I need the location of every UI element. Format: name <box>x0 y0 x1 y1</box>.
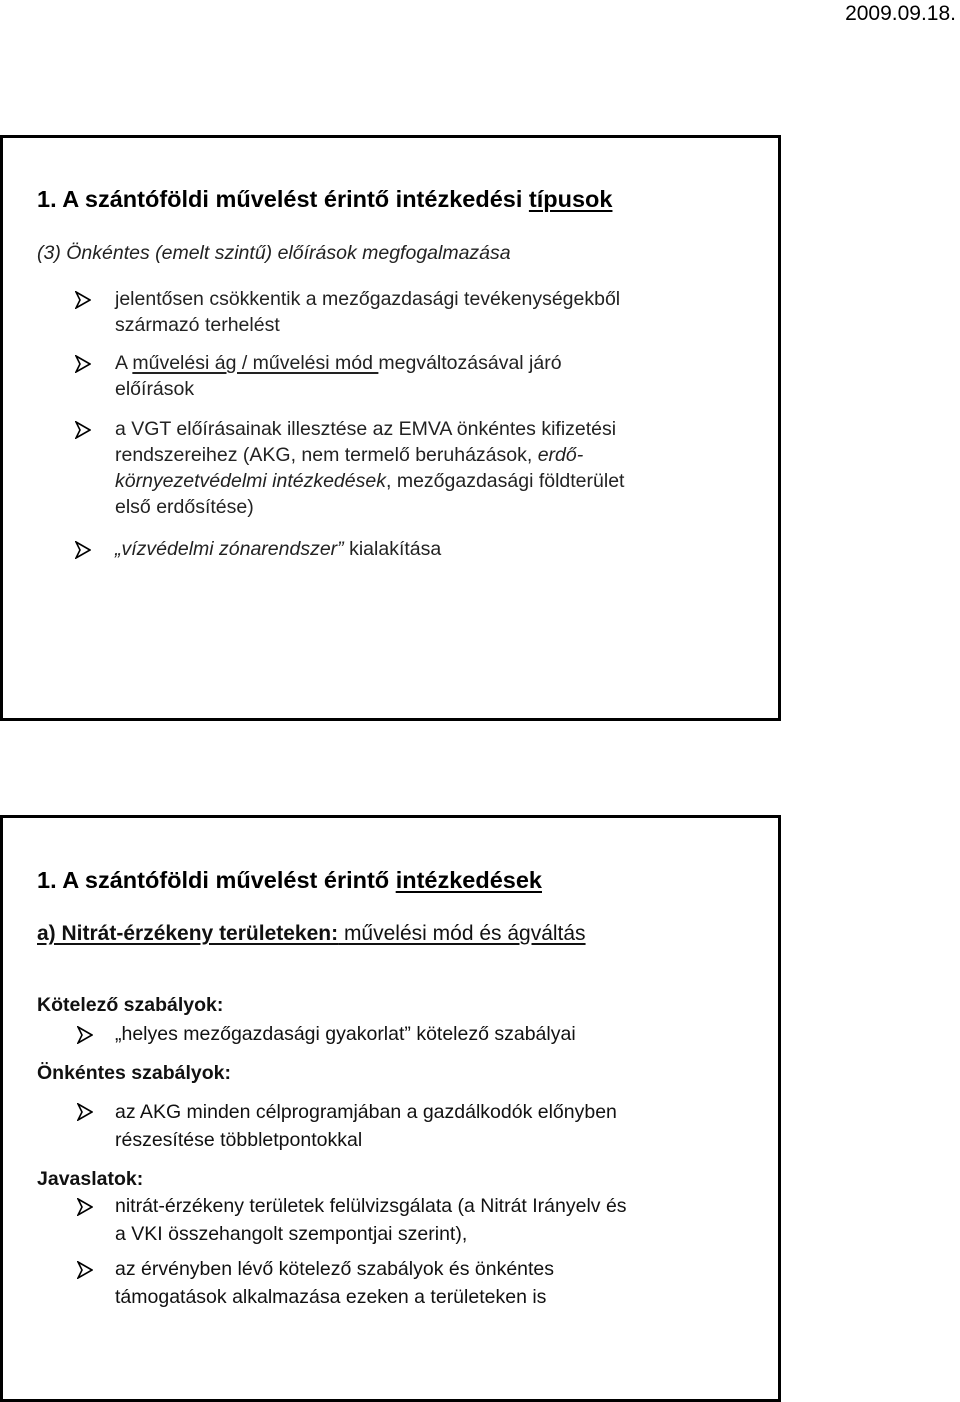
bullet-3-line-3-b: , mezőgazdasági földterület <box>385 470 625 492</box>
bullet-1 <box>115 286 620 338</box>
title-text: A szántóföldi művelést érintő intézkedési <box>62 186 529 212</box>
bullet-2 <box>115 350 562 402</box>
mandatory-label: Kötelező szabályok: <box>37 994 224 1016</box>
mandatory-text: kötelező szabályai <box>410 1023 576 1045</box>
slide-1 <box>0 135 781 721</box>
bullet-arrow-icon <box>77 1198 93 1216</box>
title-underlined: intézkedések <box>395 867 542 893</box>
slide-2-title <box>37 867 542 894</box>
bullet-arrow-icon <box>77 1026 93 1044</box>
bullet-3-line-2-a: rendszereihez (AKG, nem termelő beruházások, <box>115 444 538 466</box>
mandatory-quote: „helyes mezőgazdasági gyakorlat” <box>115 1023 411 1045</box>
voluntary-label: Önkéntes szabályok: <box>37 1062 231 1084</box>
proposal-2 <box>115 1255 554 1311</box>
page-date: 2009.09.18. <box>845 2 956 25</box>
bullet-2-text-a: A <box>115 352 133 374</box>
bullet-1-line-1: jelentősen csökkentik a mezőgazdasági tevékenységekből <box>115 288 621 310</box>
heading-bold: a) Nitrát-érzékeny területeken: <box>37 922 339 945</box>
bullet-3-line-2-italic: erdő- <box>537 444 584 466</box>
slide-2-heading <box>37 922 586 946</box>
bullet-3-line-4: első erdősítése) <box>115 496 254 518</box>
bullet-1-line-2: származó terhelést <box>115 314 280 336</box>
title-underlined: típusok <box>528 186 613 212</box>
proposal-2-line-2: támogatások alkalmazása ezeken a területeken is <box>115 1286 547 1308</box>
bullet-arrow-icon <box>75 355 91 373</box>
slide-2 <box>0 815 781 1402</box>
proposal-1-line-2: a VKI összehangolt szempontjai szerint), <box>115 1223 468 1245</box>
slide-1-subtitle: (3) Önkéntes (emelt szintű) előírások megfogalmazása <box>37 242 511 264</box>
voluntary-line-1: az AKG minden célprogramjában a gazdálkodók előnyben <box>115 1101 617 1123</box>
heading-rest: művelési mód és ágváltás <box>338 922 586 945</box>
bullet-arrow-icon <box>77 1261 93 1279</box>
bullet-3-line-1: a VGT előírásainak illesztése az EMVA önkéntes kifizetési <box>115 418 617 440</box>
bullet-arrow-icon <box>75 291 91 309</box>
mandatory-bullet <box>115 1020 576 1048</box>
voluntary-line-2: részesítése többletpontokkal <box>115 1129 363 1151</box>
bullet-3-line-3 <box>115 468 624 494</box>
bullet-2-underlined: művelési ág / művelési mód <box>132 352 379 374</box>
bullet-4 <box>115 536 441 562</box>
bullet-2-text-b: megváltozásával járó <box>378 352 562 374</box>
bullet-arrow-icon <box>75 541 91 559</box>
bullet-arrow-icon <box>77 1103 93 1121</box>
voluntary-bullet <box>115 1098 617 1154</box>
proposal-1 <box>115 1192 627 1248</box>
bullet-2-line-2: előírások <box>115 378 195 400</box>
bullet-3-line-2 <box>115 442 624 468</box>
bullet-2-line-1 <box>115 350 562 376</box>
proposals-label: Javaslatok: <box>37 1168 144 1190</box>
title-number: 1. <box>37 186 57 212</box>
bullet-4-italic: „vízvédelmi zónarendszer” <box>115 538 344 560</box>
title-text: A szántóföldi művelést érintő <box>62 867 396 893</box>
title-number: 1. <box>37 867 57 893</box>
bullet-arrow-icon <box>75 421 91 439</box>
slide-1-title <box>37 186 612 213</box>
bullet-4-text: kialakítása <box>343 538 442 560</box>
bullet-3 <box>115 416 624 520</box>
proposal-1-line-1: nitrát-érzékeny területek felülvizsgálata (a Nitrát Irányelv és <box>115 1195 627 1217</box>
proposal-2-line-1: az érvényben lévő kötelező szabályok és önkéntes <box>115 1258 555 1280</box>
bullet-3-line-3-italic: környezetvédelmi intézkedések <box>115 470 386 492</box>
